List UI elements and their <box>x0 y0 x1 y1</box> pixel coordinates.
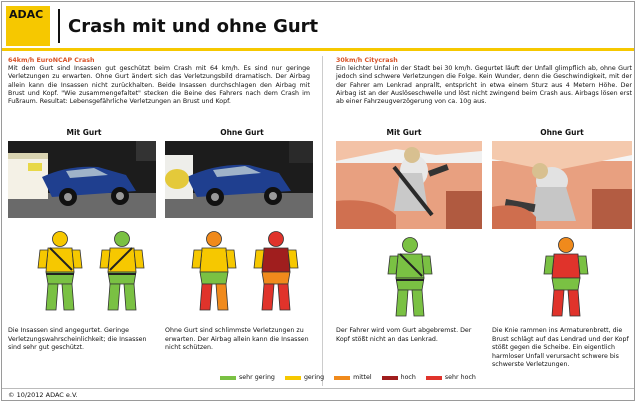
injury-figure-64-with-belt-1 <box>30 230 90 312</box>
footer <box>2 388 634 403</box>
injury-legend <box>220 374 476 381</box>
legend-label: mittel <box>353 374 372 381</box>
injury-figure-64-without-belt-2 <box>246 230 306 312</box>
legend-label: sehr hoch <box>444 374 476 381</box>
legend-item <box>382 374 416 381</box>
legend-swatch <box>220 376 236 380</box>
legend-swatch <box>382 376 398 380</box>
legend-swatch <box>334 376 350 380</box>
caption-30-with-belt: Der Fahrer wird vom Gurt abgebremst. Der Kopf stößt nicht an das Lenkrad. <box>336 327 472 343</box>
legend-item <box>334 374 371 381</box>
left-label-without: Ohne Gurt <box>220 128 264 137</box>
legend-item <box>426 374 476 381</box>
right-label-without: Ohne Gurt <box>540 128 584 137</box>
left-text: Mit dem Gurt sind Insassen gut geschützt beim Crash mit 64 km/h. Es sind nur geringe Verletzungen zu erwarten. Ohne Gurt ändert sich das Verletzungsbild dramatisch. Der Airbag allein kann die Insassen nicht zurückhalten. Beide Insassen durchschlagen den Airbag mit Brust und Kopf. "Wie zusammengefaltet" stecken die Beine des Fahrers nach dem Crash im Fußraum. Resultat: Lebensgefährliche Verletzungen an Brust und Kopf. <box>8 65 310 106</box>
crash-photo-64-with-belt <box>8 141 156 218</box>
left-label-with: Mit Gurt <box>66 128 102 137</box>
legend-item <box>285 374 324 381</box>
right-label-with: Mit Gurt <box>386 128 422 137</box>
legend-label: gering <box>303 374 325 381</box>
right-text: Ein leichter Unfal in der Stadt bei 30 km/h. Gegurtet läuft der Unfall glimpflich ab, ohne Gurt jedoch sind schwere Verletzungen die Folge. Kein Wunder, denn die Geschwindigkeit, mit der der Fahrer am Lenkrad anprallt, entspricht in etwa einem Sturz aus 4 Metern Höhe. Der Airbag ist an der Auslöseschwelle und löst nicht zwingend beim Crash aus. Airbags lösen erst ab einer Fahrzeugverzögerung von ca. 10g aus. <box>336 65 632 106</box>
page-title: Crash mit und ohne Gurt <box>68 16 319 37</box>
injury-figure-30-with-belt <box>380 236 440 318</box>
injury-figure-64-with-belt-2 <box>92 230 152 312</box>
legend-label: hoch <box>400 374 416 381</box>
crash-photo-64-without-belt <box>165 141 313 218</box>
copyright: © 10/2012 ADAC e.V. <box>8 391 78 399</box>
caption-30-without-belt: Die Knie rammen ins Armaturenbrett, die Brust schlägt auf das Lendrad und der Kopf stößt gegen die Scheibe. Ein eigentlich harmloser Unfall verursacht schwere bis schwerste Verletzungen. <box>492 327 629 368</box>
header-separator <box>58 9 60 43</box>
crash-photo-30-without-belt <box>492 141 632 229</box>
left-heading: 64km/h EuroNCAP Crash <box>8 57 95 64</box>
legend-swatch <box>426 376 442 380</box>
caption-64-with-belt: Die Insassen sind angegurtet. Geringe Verletzungswahrscheinlichkeit; die Insassen sind sehr gut geschützt. <box>8 327 147 351</box>
right-heading: 30km/h Citycrash <box>336 57 398 64</box>
column-divider <box>322 56 323 386</box>
infographic <box>1 1 635 401</box>
left-intro <box>8 57 310 106</box>
logo-text: ADAC <box>9 8 44 21</box>
legend-label: sehr gering <box>239 374 275 381</box>
crash-photo-30-with-belt <box>336 141 482 229</box>
injury-figure-64-without-belt-1 <box>184 230 244 312</box>
adac-logo <box>6 6 50 46</box>
injury-figure-30-without-belt <box>536 236 596 318</box>
legend-swatch <box>285 376 301 380</box>
header <box>2 2 634 51</box>
legend-item <box>220 374 275 381</box>
right-intro <box>336 57 632 106</box>
caption-64-without-belt: Ohne Gurt sind schlimmste Verletzungen zu erwarten. Der Airbag allein kann die Insassen nicht schützen. <box>165 327 309 351</box>
